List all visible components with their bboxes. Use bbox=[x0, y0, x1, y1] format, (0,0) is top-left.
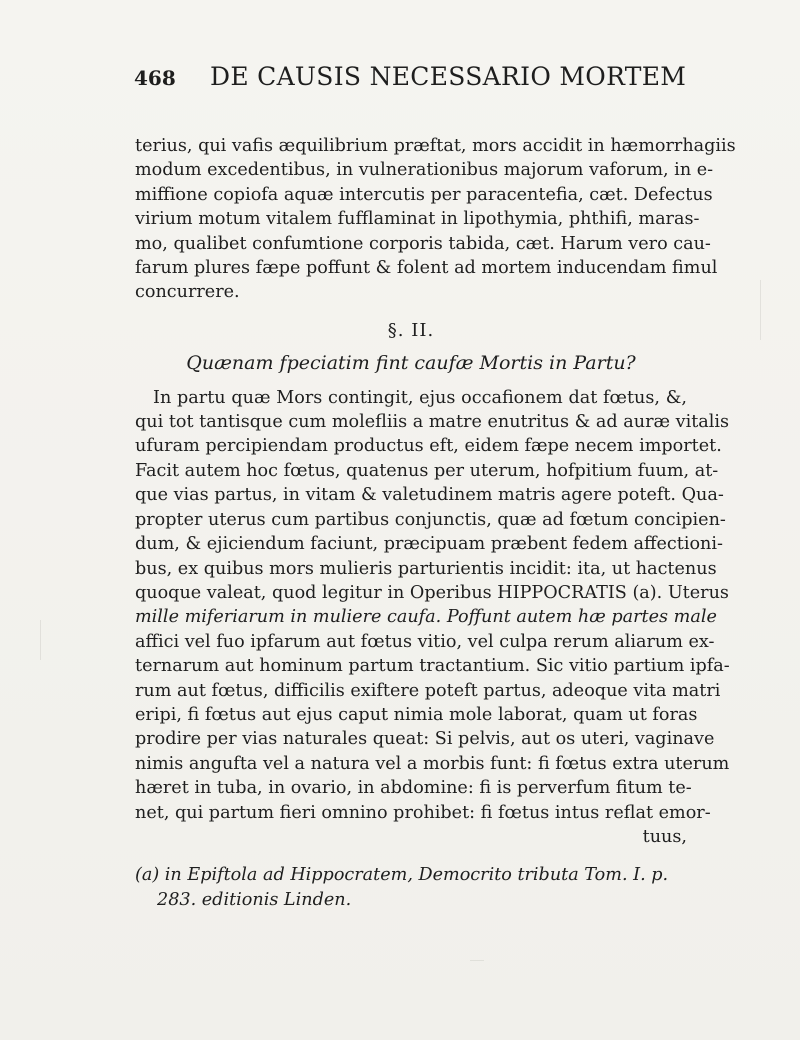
text-line: rum aut fœtus, difficilis exiftere poteft partus, adeoque vita matri bbox=[135, 680, 721, 701]
text-line: miffione copiofa aquæ intercutis per paracentefia, cæt. Defectus bbox=[135, 184, 713, 205]
paper-speck bbox=[470, 960, 484, 961]
body-text bbox=[135, 134, 736, 912]
text-line: ternarum aut hominum partum tractantium. Sic vitio partium ipfa- bbox=[135, 656, 730, 677]
footnote-line: (a) in Epiftola ad Hippocratem, Democrito tributa Tom. I. p. bbox=[135, 865, 669, 886]
text-line: terius, qui vafis æquilibrium præftat, mors accidit in hæmorrhagiis bbox=[135, 136, 736, 156]
text-line: hæret in tuba, in ovario, in abdomine: fi is perverfum fitum te- bbox=[135, 778, 692, 799]
text-line: modum excedentibus, in vulnerationibus majorum vaforum, in e- bbox=[135, 160, 714, 181]
text-line: net, qui partum fieri omnino prohibet: fi fœtus intus reflat emor- bbox=[135, 802, 711, 823]
text-line: prodire per vias naturales queat: Si pelvis, aut os uteri, vaginave bbox=[135, 729, 715, 750]
text-line: propter uterus cum partibus conjunctis, quæ ad fœtum concipien- bbox=[135, 509, 726, 530]
footnote-line: 283. editionis Linden. bbox=[157, 889, 352, 910]
text-line: eripi, fi fœtus aut ejus caput nimia mole laborat, quam ut foras bbox=[135, 704, 698, 725]
paragraph-1 bbox=[135, 134, 736, 305]
text-line: bus, ex quibus mors mulieris parturientis incidit: ita, ut hactenus bbox=[135, 558, 717, 579]
text-line: concurrere. bbox=[135, 282, 240, 303]
text-line: farum plures fæpe poffunt & folent ad mortem inducendam fimul bbox=[135, 258, 718, 279]
text-line: In partu quæ Mors contingit, ejus occafionem dat fœtus, &, bbox=[153, 387, 687, 408]
paper-speck bbox=[760, 280, 761, 340]
text-line: affici vel fuo ipfarum aut fœtus vitio, vel culpa rerum aliarum ex- bbox=[135, 631, 715, 652]
text-line: virium motum vitalem fufflaminat in lipothymia, phthifi, maras- bbox=[135, 209, 700, 230]
footnote bbox=[135, 863, 687, 912]
text-line: Facit autem hoc fœtus, quatenus per uterum, hofpitium fuum, at- bbox=[135, 460, 719, 481]
text-line: ufuram percipiendam productus eft, eidem fæpe necem importet. bbox=[135, 436, 722, 457]
section-number: §. II. bbox=[387, 319, 435, 341]
paper-speck bbox=[40, 620, 41, 660]
text-line: qui tot tantisque cum molefliis a matre enutritus & ad auræ vitalis bbox=[135, 412, 730, 433]
page-header bbox=[134, 62, 694, 91]
text-line: dum, & ejiciendum faciunt, præcipuam præbent fedem affectioni- bbox=[135, 534, 723, 555]
text-line: mille miferiarum in muliere caufa. Poffunt autem hæ partes male bbox=[135, 607, 717, 628]
text-line: nimis angufta vel a natura vel a morbis funt: fi fœtus extra uterum bbox=[135, 753, 730, 774]
section-title: Quænam fpeciatim fint caufæ Mortis in Partu? bbox=[186, 352, 636, 375]
text-line: quoque valeat, quod legitur in Operibus HIPPOCRATIS (a). Uterus bbox=[135, 582, 729, 603]
catchword: tuus, bbox=[642, 826, 687, 847]
text-line: que vias partus, in vitam & valetudinem matris agere poteft. Qua- bbox=[135, 485, 724, 506]
page-number: 468 bbox=[134, 66, 176, 90]
paragraph-2 bbox=[135, 386, 730, 850]
running-title: DE CAUSIS NECESSARIO MORTEM bbox=[210, 62, 687, 91]
text-line: mo, qualibet confumtione corporis tabida, cæt. Harum vero cau- bbox=[135, 233, 711, 254]
